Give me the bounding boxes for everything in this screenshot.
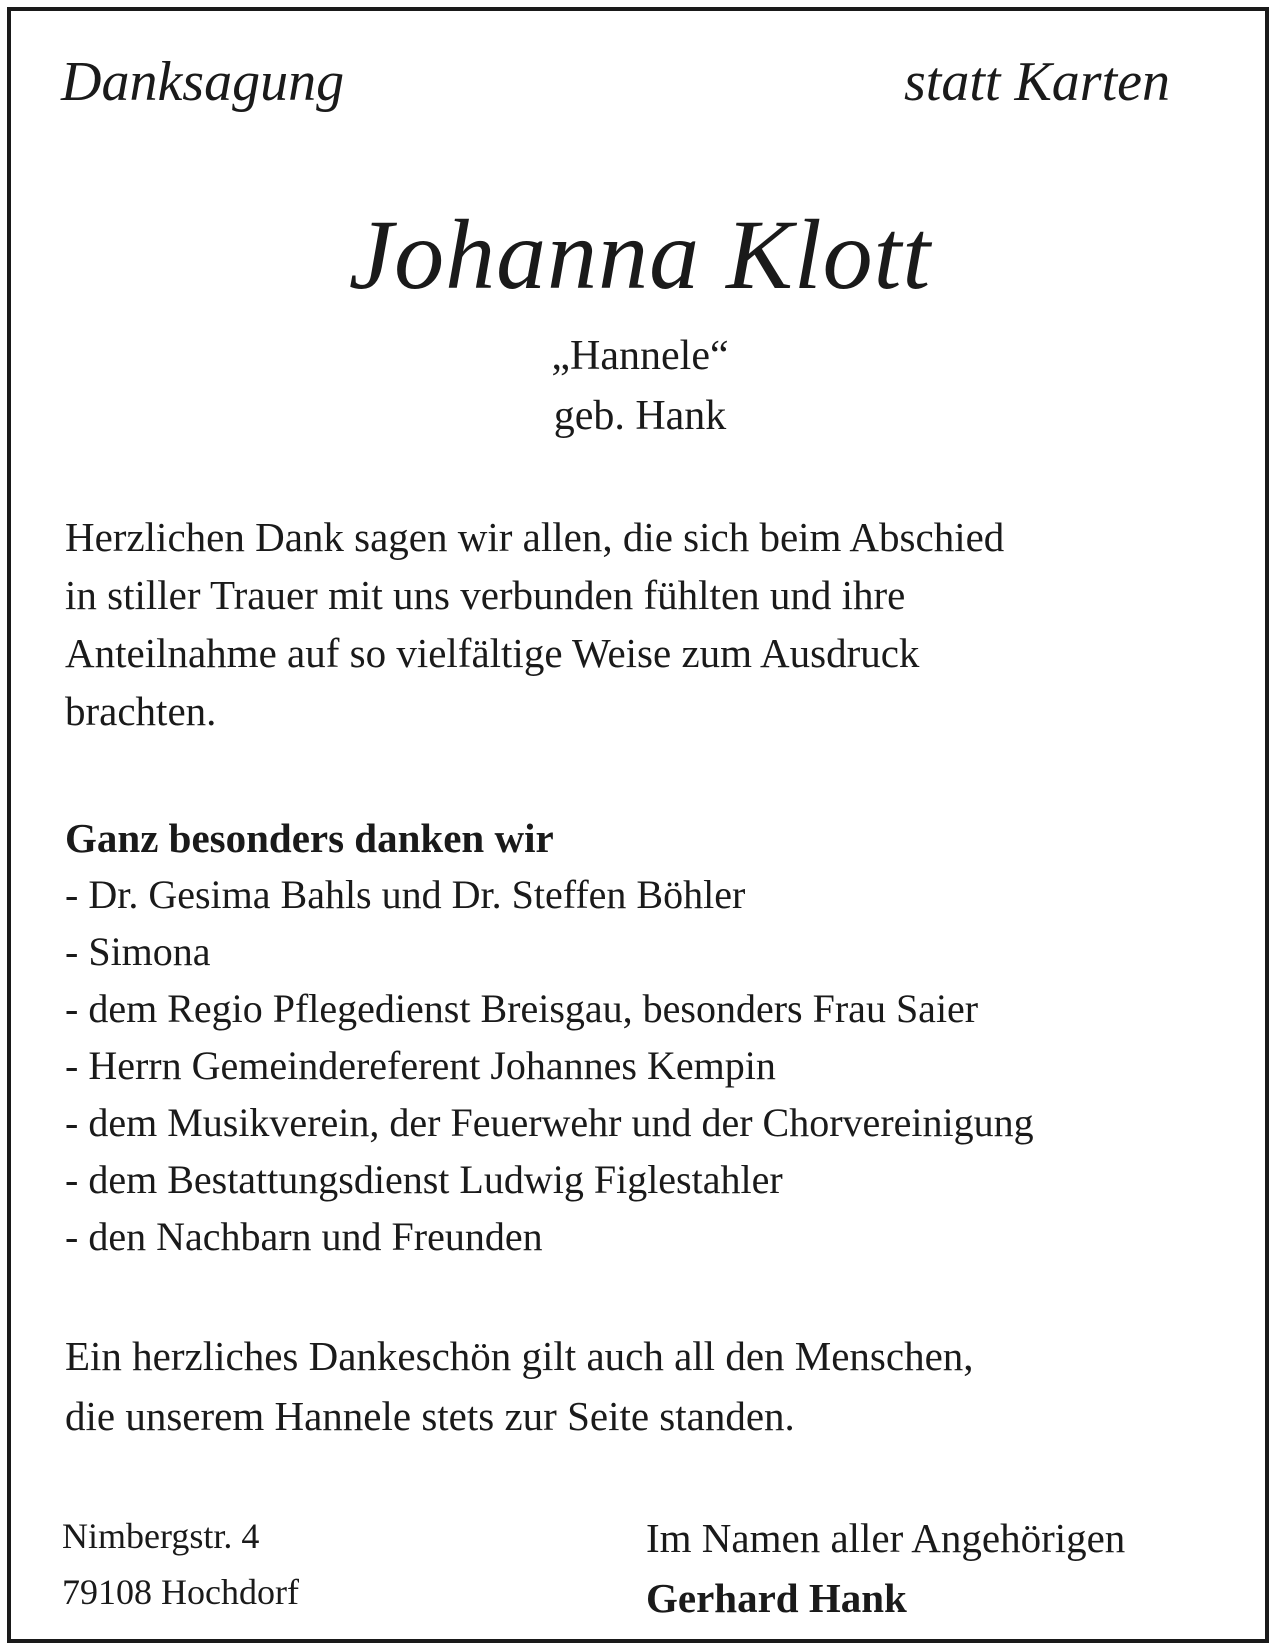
list-item: - dem Regio Pflegedienst Breisgau, besonders Frau Saier xyxy=(65,986,979,1031)
list-item: - Herrn Gemeindereferent Johannes Kempin xyxy=(65,1043,776,1088)
list-item: - dem Bestattungsdienst Ludwig Figlestahler xyxy=(65,1157,783,1202)
signature-line: Im Namen aller Angehörigen xyxy=(646,1515,1126,1561)
intro-line: Anteilnahme auf so vielfältige Weise zum Ausdruck xyxy=(65,630,920,676)
special-thanks-heading: Ganz besonders danken wir xyxy=(65,815,554,861)
intro-paragraph xyxy=(65,508,1215,740)
intro-line: brachten. xyxy=(65,688,217,734)
intro-line: Herzlichen Dank sagen wir allen, die sich beim Abschied xyxy=(65,514,1005,560)
deceased-name: Johanna Klott xyxy=(348,199,932,310)
list-item: - Dr. Gesima Bahls und Dr. Steffen Böhler xyxy=(65,872,746,917)
list-item: - den Nachbarn und Freunden xyxy=(65,1214,543,1259)
deceased-nickname: „Hannele“ xyxy=(551,333,729,379)
deceased-birth-name: geb. Hank xyxy=(553,393,727,439)
signature-name: Gerhard Hank xyxy=(646,1575,907,1621)
header-statt-karten: statt Karten xyxy=(903,51,1170,113)
signature-block xyxy=(646,1508,1125,1628)
closing-paragraph xyxy=(65,1326,974,1446)
address-street: Nimbergstr. 4 xyxy=(62,1516,260,1556)
header-danksagung: Danksagung xyxy=(61,51,345,113)
address-city: 79108 Hochdorf xyxy=(62,1572,299,1612)
closing-line: die unserem Hannele stets zur Seite standen. xyxy=(65,1393,795,1439)
list-item: - dem Musikverein, der Feuerwehr und der Chorvereinigung xyxy=(65,1100,1034,1145)
closing-line: Ein herzliches Dankeschön gilt auch all den Menschen, xyxy=(65,1333,974,1379)
address-block xyxy=(62,1508,299,1620)
intro-line: in stiller Trauer mit uns verbunden fühlten und ihre xyxy=(65,572,906,618)
special-thanks-list xyxy=(65,866,1034,1265)
list-item: - Simona xyxy=(65,929,211,974)
